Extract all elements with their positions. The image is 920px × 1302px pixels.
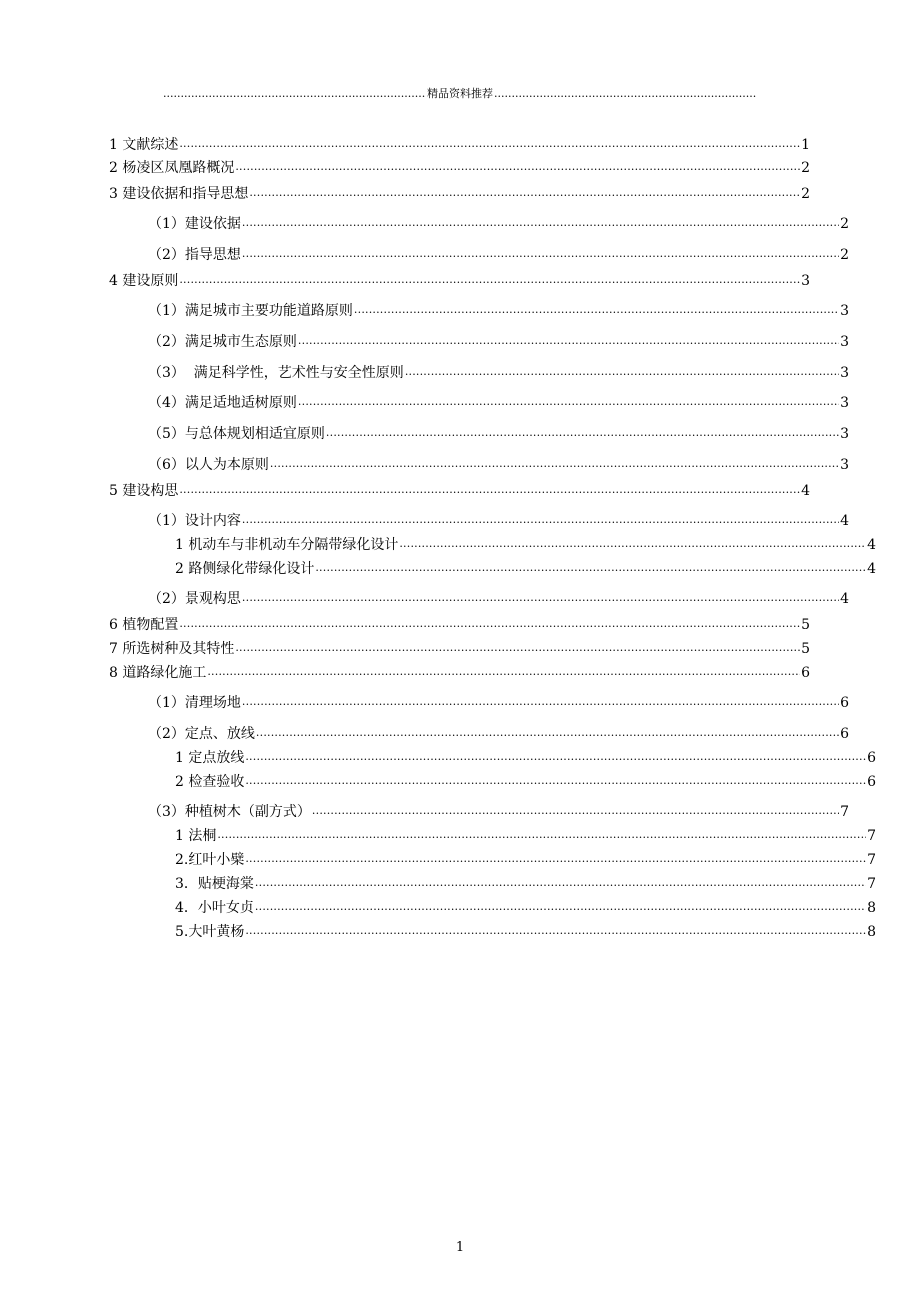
toc-entry-page: 3 xyxy=(840,303,849,319)
toc-entry-page: 6 xyxy=(801,665,810,681)
toc-entry[interactable] xyxy=(109,213,849,233)
toc-entry-title: （2）指导思想 xyxy=(148,247,241,263)
toc-entry[interactable] xyxy=(109,921,876,941)
toc-entry-title: 4．小叶女贞 xyxy=(175,900,254,916)
toc-entry[interactable] xyxy=(109,723,849,743)
toc-entry[interactable] xyxy=(109,873,876,893)
page-header xyxy=(163,86,757,102)
toc-entry[interactable] xyxy=(109,771,876,791)
toc-entry[interactable] xyxy=(109,454,849,474)
toc-entry-title: （4）满足适地适树原则 xyxy=(148,395,297,411)
toc-entry-page: 3 xyxy=(840,457,849,473)
toc-entry[interactable] xyxy=(109,392,849,412)
toc-entry[interactable] xyxy=(109,183,810,203)
toc-entry-page: 3 xyxy=(840,395,849,411)
toc-entry[interactable] xyxy=(109,423,849,443)
toc-entry-title: （3）种植树木（副方式） xyxy=(148,804,311,820)
toc-dot-leader xyxy=(179,483,800,497)
toc-entry[interactable] xyxy=(109,558,876,578)
toc-entry-page: 7 xyxy=(867,876,876,892)
toc-entry-page: 2 xyxy=(801,186,810,202)
toc-entry-page: 4 xyxy=(867,537,876,553)
toc-entry-page: 1 xyxy=(801,137,810,153)
toc-entry-page: 4 xyxy=(801,483,810,499)
header-leader-right xyxy=(494,86,757,102)
toc-entry[interactable] xyxy=(109,534,876,554)
toc-entry[interactable] xyxy=(109,638,810,658)
toc-dot-leader xyxy=(354,303,839,317)
toc-entry-page: 6 xyxy=(867,774,876,790)
toc-entry[interactable] xyxy=(109,662,810,682)
toc-dot-leader xyxy=(245,924,866,938)
toc-entry[interactable] xyxy=(109,331,849,351)
toc-entry[interactable] xyxy=(109,747,876,767)
toc-entry-title: （1）建设依据 xyxy=(148,216,241,232)
toc-entry-page: 2 xyxy=(840,247,849,263)
toc-dot-leader xyxy=(298,395,839,409)
toc-entry-page: 5 xyxy=(801,641,810,657)
toc-entry[interactable] xyxy=(109,614,810,634)
toc-entry[interactable] xyxy=(109,270,810,290)
toc-entry-title: 7 所选树种及其特性 xyxy=(109,641,235,657)
toc-entry[interactable] xyxy=(109,134,810,154)
toc-entry-title: （5）与总体规划相适宜原则 xyxy=(148,426,325,442)
toc-entry[interactable] xyxy=(109,510,849,530)
toc-entry-title: 1 文献综述 xyxy=(109,137,179,153)
toc-dot-leader xyxy=(217,828,866,842)
toc-dot-leader xyxy=(242,591,839,605)
toc-dot-leader xyxy=(298,334,839,348)
toc-entry-page: 7 xyxy=(840,804,849,820)
toc-dot-leader xyxy=(242,695,839,709)
toc-entry[interactable] xyxy=(109,849,876,869)
toc-entry-page: 4 xyxy=(840,591,849,607)
toc-entry-title: （1）设计内容 xyxy=(148,513,241,529)
toc-entry-title: 3．贴梗海棠 xyxy=(175,876,254,892)
toc-entry-title: 2 检查验收 xyxy=(175,774,245,790)
toc-entry-title: 2.红叶小檗 xyxy=(175,852,245,868)
toc-dot-leader xyxy=(405,365,839,379)
toc-entry-page: 8 xyxy=(867,900,876,916)
toc-dot-leader xyxy=(245,852,866,866)
toc-entry-title: 2 路侧绿化带绿化设计 xyxy=(175,561,315,577)
toc-entry-page: 6 xyxy=(867,750,876,766)
toc-entry-page: 3 xyxy=(840,365,849,381)
toc-entry[interactable] xyxy=(109,588,849,608)
toc-entry-title: （2）景观构思 xyxy=(148,591,241,607)
toc-entry[interactable] xyxy=(109,480,810,500)
header-leader-left xyxy=(163,86,426,102)
toc-dot-leader xyxy=(242,216,839,230)
toc-entry[interactable] xyxy=(109,362,849,382)
toc-dot-leader xyxy=(179,137,800,151)
toc-entry-title: （6）以人为本原则 xyxy=(148,457,269,473)
toc-entry[interactable] xyxy=(109,801,849,821)
toc-entry-title: （3） 满足科学性，艺术性与安全性原则 xyxy=(148,365,404,381)
toc-dot-leader xyxy=(245,750,866,764)
toc-entry-page: 2 xyxy=(840,216,849,232)
toc-entry-title: （1）满足城市主要功能道路原则 xyxy=(148,303,353,319)
toc-dot-leader xyxy=(399,537,866,551)
toc-dot-leader xyxy=(255,900,866,914)
toc-dot-leader xyxy=(242,247,839,261)
toc-entry-title: 5 建设构思 xyxy=(109,483,179,499)
toc-entry-page: 7 xyxy=(867,828,876,844)
toc-entry[interactable] xyxy=(109,692,849,712)
toc-dot-leader xyxy=(179,273,800,287)
toc-entry-title: 4 建设原则 xyxy=(109,273,179,289)
toc-entry-title: 2 杨凌区凤凰路概况 xyxy=(109,160,235,176)
toc-dot-leader xyxy=(245,774,866,788)
toc-entry[interactable] xyxy=(109,244,849,264)
toc-entry-page: 6 xyxy=(840,726,849,742)
toc-dot-leader xyxy=(235,160,800,174)
page-number: 1 xyxy=(455,1240,465,1255)
toc-entry-page: 6 xyxy=(840,695,849,711)
toc-dot-leader xyxy=(312,804,839,818)
toc-entry-title: 3 建设依据和指导思想 xyxy=(109,186,249,202)
toc-entry-page: 3 xyxy=(801,273,810,289)
toc-entry[interactable] xyxy=(109,825,876,845)
toc-entry-page: 3 xyxy=(840,426,849,442)
toc-entry-title: 6 植物配置 xyxy=(109,617,179,633)
toc-entry-title: 1 法桐 xyxy=(175,828,217,844)
toc-dot-leader xyxy=(235,641,800,655)
toc-dot-leader xyxy=(255,876,866,890)
toc-dot-leader xyxy=(326,426,839,440)
toc-dot-leader xyxy=(315,561,866,575)
toc-entry-title: 1 机动车与非机动车分隔带绿化设计 xyxy=(175,537,399,553)
toc-entry[interactable] xyxy=(109,157,810,177)
header-title: 精品资料推荐 xyxy=(427,87,493,100)
toc-entry-page: 8 xyxy=(867,924,876,940)
toc-entry-page: 5 xyxy=(801,617,810,633)
toc-entry-page: 3 xyxy=(840,334,849,350)
toc-entry-title: （2）满足城市生态原则 xyxy=(148,334,297,350)
toc-dot-leader xyxy=(242,513,839,527)
toc-entry[interactable] xyxy=(109,300,849,320)
toc-dot-leader xyxy=(256,726,839,740)
toc-entry[interactable] xyxy=(109,897,876,917)
toc-entry-page: 4 xyxy=(840,513,849,529)
toc-entry-title: 5.大叶黄杨 xyxy=(175,924,245,940)
toc-dot-leader xyxy=(270,457,839,471)
toc-entry-title: 1 定点放线 xyxy=(175,750,245,766)
toc-entry-page: 2 xyxy=(801,160,810,176)
toc-dot-leader xyxy=(249,186,800,200)
toc-entry-title: （2）定点、放线 xyxy=(148,726,255,742)
toc-dot-leader xyxy=(179,617,800,631)
toc-entry-title: 8 道路绿化施工 xyxy=(109,665,207,681)
toc-entry-title: （1）清理场地 xyxy=(148,695,241,711)
toc-entry-page: 7 xyxy=(867,852,876,868)
toc-entry-page: 4 xyxy=(867,561,876,577)
toc-dot-leader xyxy=(207,665,800,679)
